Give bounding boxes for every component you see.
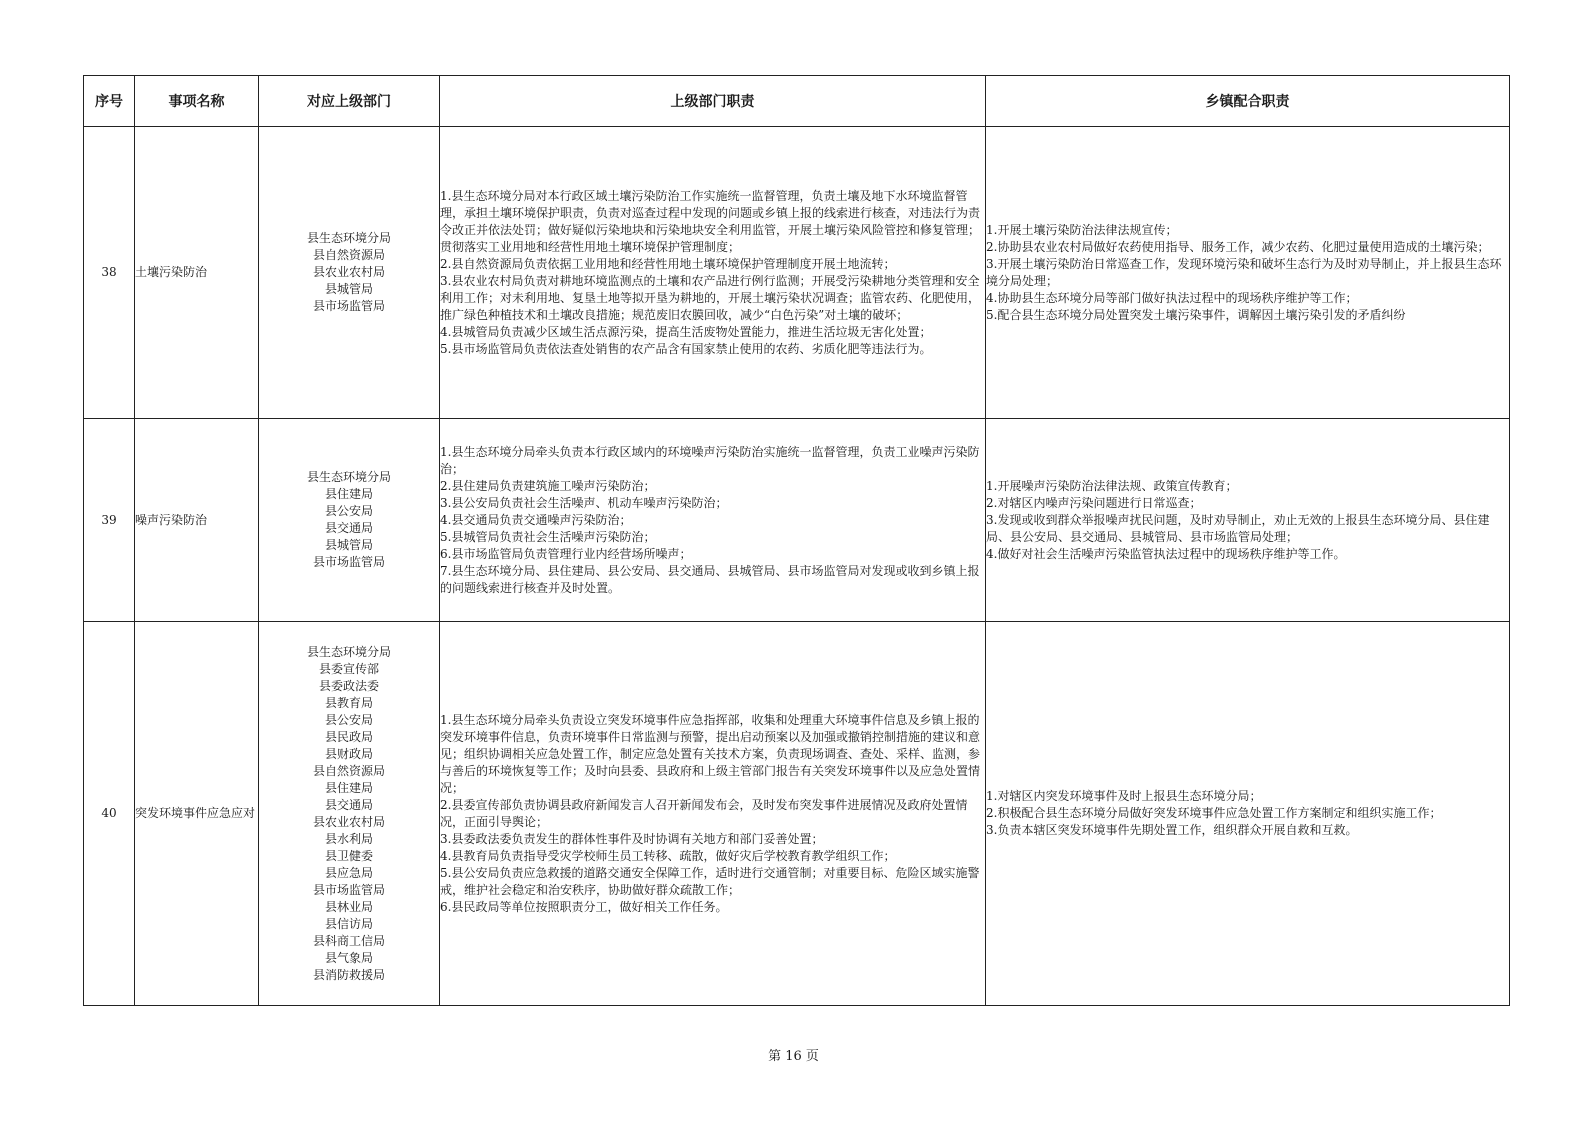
superior-duty-item: 7.县生态环境分局、县住建局、县公安局、县交通局、县城管局、县市场监管局对发现或收到乡镇上报的问题线索进行核查并及时处置。 bbox=[440, 563, 980, 595]
table-row bbox=[84, 127, 1510, 419]
town-duty-text bbox=[986, 622, 1510, 1006]
dept-name: 县应急局 bbox=[324, 865, 373, 880]
dept-name: 县市场监管局 bbox=[312, 882, 385, 897]
town-duty-item: 3.负责本辖区突发环境事件先期处置工作，组织群众开展自救和互救。 bbox=[986, 823, 1358, 837]
superior-duty-item: 1.县生态环境分局牵头负责本行政区域内的环境噪声污染防治实施统一监督管理，负责工业噪声污染防治； bbox=[440, 444, 980, 476]
dept-name: 县农业农村局 bbox=[312, 265, 385, 279]
row-number: 40 bbox=[84, 622, 135, 1006]
header-item-name: 事项名称 bbox=[135, 76, 259, 127]
dept-name: 县生态环境分局 bbox=[306, 231, 391, 245]
header-num: 序号 bbox=[84, 76, 135, 127]
dept-name: 县委宣传部 bbox=[318, 661, 379, 676]
dept-list bbox=[259, 419, 440, 622]
row-number: 38 bbox=[84, 127, 135, 419]
superior-duty-item: 5.县公安局负责应急救援的道路交通安全保障工作，适时进行交通管制；对重要目标、危险区域实施警戒，维护社会稳定和治安秩序，协助做好群众疏散工作； bbox=[440, 865, 980, 897]
table-row bbox=[84, 419, 1510, 622]
dept-list bbox=[259, 127, 440, 419]
superior-duty-item: 4.县交通局负责交通噪声污染防治； bbox=[440, 512, 632, 527]
dept-name: 县民政局 bbox=[324, 729, 373, 744]
superior-duty-text bbox=[440, 127, 986, 419]
town-duty-text bbox=[986, 419, 1510, 622]
dept-name: 县交通局 bbox=[324, 797, 373, 812]
dept-name: 县教育局 bbox=[324, 695, 373, 710]
dept-name: 县农业农村局 bbox=[312, 814, 385, 829]
town-duty-item: 4.协助县生态环境分局等部门做好执法过程中的现场秩序维护等工作； bbox=[986, 290, 1358, 305]
dept-name: 县林业局 bbox=[324, 899, 373, 914]
dept-name: 县公安局 bbox=[324, 504, 373, 518]
header-superior-dept: 对应上级部门 bbox=[259, 76, 440, 127]
town-duty-item: 4.做好对社会生活噪声污染监管执法过程中的现场秩序维护等工作。 bbox=[986, 546, 1346, 561]
superior-duty-item: 1.县生态环境分局对本行政区域土壤污染防治工作实施统一监督管理，负责土壤及地下水环境监督管理，承担土壤环境保护职责，负责对巡查过程中发现的问题或乡镇上报的线索进行核查，对违法行为责令改正并依法处罚；做好疑似污染地块和污染地块安全利用监管，开展土壤污染风险管控和修复管理；贯彻落实工业用地和经营性用地土壤环境保护管理制度； bbox=[440, 188, 981, 254]
dept-name: 县自然资源局 bbox=[312, 248, 385, 262]
superior-duty-item: 6.县市场监管局负责管理行业内经营场所噪声； bbox=[440, 546, 692, 561]
header-row bbox=[84, 76, 1510, 127]
superior-duty-item: 5.县城管局负责社会生活噪声污染防治； bbox=[440, 529, 656, 544]
dept-name: 县财政局 bbox=[324, 746, 373, 761]
dept-name: 县城管局 bbox=[324, 538, 373, 552]
town-duty-item: 5.配合县生态环境分局处置突发土壤污染事件，调解因土壤污染引发的矛盾纠纷 bbox=[986, 307, 1406, 322]
dept-name: 县城管局 bbox=[324, 282, 373, 296]
dept-name: 县消防救援局 bbox=[312, 967, 385, 982]
dept-name: 县水利局 bbox=[324, 831, 373, 846]
dept-name: 县生态环境分局 bbox=[306, 644, 391, 659]
dept-name: 县交通局 bbox=[324, 521, 373, 535]
town-duty-item: 1.对辖区内突发环境事件及时上报县生态环境分局； bbox=[986, 789, 1262, 803]
town-duty-item: 3.发现或收到群众举报噪声扰民问题，及时劝导制止，劝止无效的上报县生态环境分局、县住建局、县公安局、县交通局、县城管局、县市场监管局处理； bbox=[986, 512, 1490, 544]
superior-duty-item: 6.县民政局等单位按照职责分工，做好相关工作任务。 bbox=[440, 899, 728, 914]
superior-duty-item: 2.县自然资源局负责依据工业用地和经营性用地土壤环境保护管理制度开展土地流转； bbox=[440, 256, 896, 271]
town-duty-item: 2.对辖区内噪声污染问题进行日常巡查； bbox=[986, 495, 1202, 510]
item-name: 突发环境事件应急应对 bbox=[135, 622, 259, 1006]
dept-name: 县信访局 bbox=[324, 916, 373, 931]
header-town-duty: 乡镇配合职责 bbox=[986, 76, 1510, 127]
superior-duty-item: 4.县城管局负责减少区域生活点源污染，提高生活废物处置能力，推进生活垃圾无害化处置； bbox=[440, 324, 932, 339]
superior-duty-item: 2.县委宣传部负责协调县政府新闻发言人召开新闻发布会，及时发布突发事件进展情况及政府处置情况，正面引导舆论； bbox=[440, 797, 968, 829]
dept-name: 县市场监管局 bbox=[312, 299, 385, 313]
superior-duty-item: 4.县教育局负责指导受灾学校师生员工转移、疏散，做好灾后学校教育教学组织工作； bbox=[440, 848, 896, 863]
superior-duty-item: 3.县委政法委负责发生的群体性事件及时协调有关地方和部门妥善处置； bbox=[440, 831, 824, 846]
dept-name: 县卫健委 bbox=[324, 848, 373, 863]
header-superior-duty: 上级部门职责 bbox=[440, 76, 986, 127]
row-number: 39 bbox=[84, 419, 135, 622]
responsibility-table bbox=[83, 75, 1510, 1006]
dept-name: 县气象局 bbox=[324, 950, 373, 965]
superior-duty-item: 3.县农业农村局负责对耕地环境监测点的土壤和农产品进行例行监测；开展受污染耕地分类管理和安全利用工作；对未利用地、复垦土地等拟开垦为耕地的，开展土壤污染状况调查；监管农药、化肥使用，推广绿色种植技术和土壤改良措施；规范废旧农膜回收，减少“白色污染”对土壤的破坏； bbox=[440, 273, 981, 322]
town-duty-item: 3.开展土壤污染防治日常巡查工作，发现环境污染和破坏生态行为及时劝导制止，并上报县生态环境分局处理； bbox=[986, 256, 1502, 288]
superior-duty-item: 3.县公安局负责社会生活噪声、机动车噪声污染防治； bbox=[440, 495, 728, 510]
superior-duty-text bbox=[440, 622, 986, 1006]
town-duty-item: 1.开展土壤污染防治法律法规宣传； bbox=[986, 222, 1178, 237]
town-duty-item: 2.协助县农业农村局做好农药使用指导、服务工作，减少农药、化肥过量使用造成的土壤污染； bbox=[986, 239, 1490, 254]
page-number: 第 16 页 bbox=[768, 1049, 819, 1064]
town-duty-item: 1.开展噪声污染防治法律法规、政策宣传教育； bbox=[986, 478, 1238, 493]
item-name: 噪声污染防治 bbox=[135, 419, 259, 622]
dept-name: 县住建局 bbox=[324, 780, 373, 795]
town-duty-text bbox=[986, 127, 1510, 419]
superior-duty-item: 1.县生态环境分局牵头负责设立突发环境事件应急指挥部，收集和处理重大环境事件信息及乡镇上报的突发环境事件信息，负责环境事件日常监测与预警，提出启动预案以及加强或撤销控制措施的建议和意见；组织协调相关应急处置工作，制定应急处置有关技术方案，负责现场调查、查处、采样、监测，参与善后的环境恢复等工作；及时向县委、县政府和上级主管部门报告有关突发环境事件以及应急处置情况； bbox=[440, 712, 981, 795]
item-name: 土壤污染防治 bbox=[135, 127, 259, 419]
dept-name: 县委政法委 bbox=[318, 678, 379, 693]
town-duty-item: 2.积极配合县生态环境分局做好突发环境事件应急处置工作方案制定和组织实施工作； bbox=[986, 806, 1442, 820]
dept-name: 县公安局 bbox=[324, 712, 373, 727]
superior-duty-item: 2.县住建局负责建筑施工噪声污染防治； bbox=[440, 478, 656, 493]
dept-name: 县自然资源局 bbox=[312, 763, 385, 778]
dept-name: 县住建局 bbox=[324, 487, 373, 501]
dept-name: 县生态环境分局 bbox=[306, 470, 391, 484]
dept-name: 县市场监管局 bbox=[312, 555, 385, 569]
table-row bbox=[84, 622, 1510, 1006]
dept-list bbox=[259, 622, 440, 1006]
superior-duty-text bbox=[440, 419, 986, 622]
dept-name: 县科商工信局 bbox=[312, 933, 385, 948]
superior-duty-item: 5.县市场监管局负责依法查处销售的农产品含有国家禁止使用的农药、劣质化肥等违法行为。 bbox=[440, 341, 932, 356]
